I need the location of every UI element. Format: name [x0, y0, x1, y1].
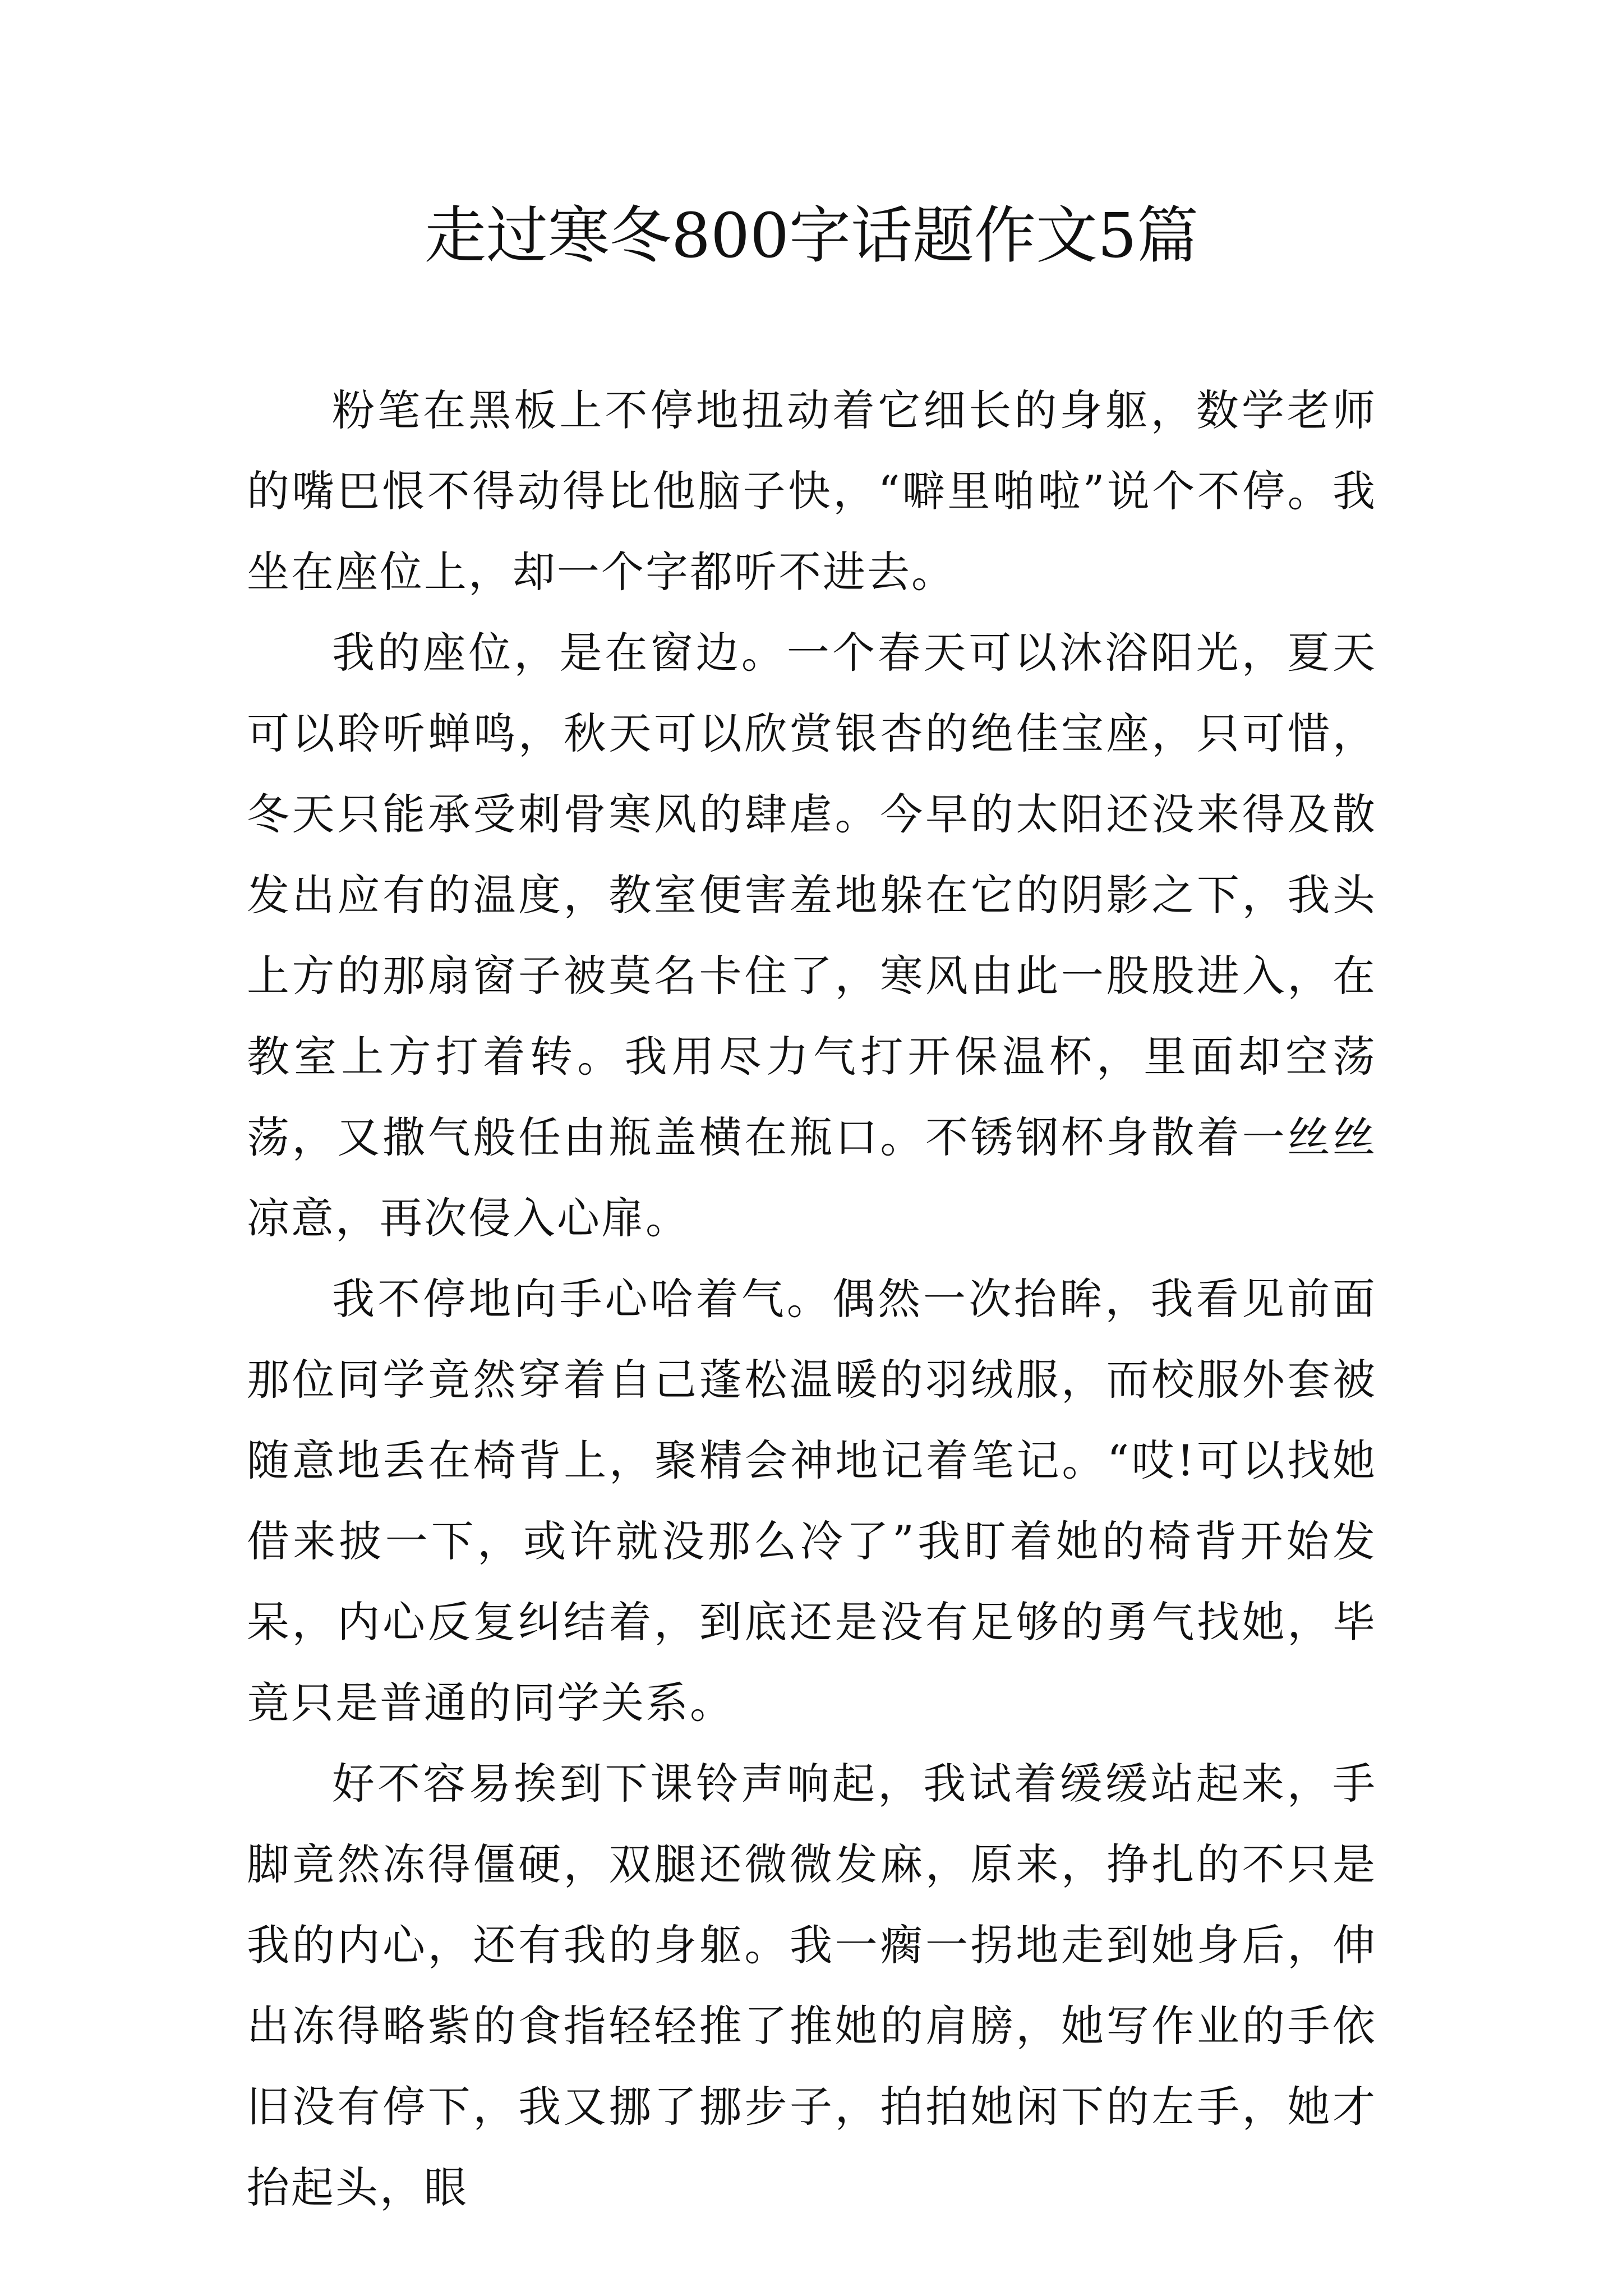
paragraph: 粉笔在黑板上不停地扭动着它细长的身躯，数学老师的嘴巴恨不得动得比他脑子快，“噼里啪啦”说个不停。我坐在座位上，却一个字都听不进去。: [247, 385, 1377, 597]
document-title: 走过寒冬800字话题作文5篇: [425, 200, 1198, 272]
paragraph: 我的座位，是在窗边。一个春天可以沐浴阳光，夏天可以聆听蝉鸣，秋天可以欣赏银杏的绝佳宝座，只可惜，冬天只能承受刺骨寒风的肆虐。今早的太阳还没来得及散发出应有的温度，教室便害羞地躲在它的阴影之下，我头上方的那扇窗子被莫名卡住了，寒风由此一股股进入，在教室上方打着转。我用尽力气打开保温杯，里面却空荡荡，又撒气般任由瓶盖横在瓶口。不锈钢杯身散着一丝丝凉意，再次侵入心扉。: [247, 628, 1377, 1243]
paragraph: 好不容易挨到下课铃声响起，我试着缓缓站起来，手脚竟然冻得僵硬，双腿还微微发麻，原来，挣扎的不只是我的内心，还有我的身躯。我一瘸一拐地走到她身后，伸出冻得略紫的食指轻轻推了推她的肩膀，她写作业的手依旧没有停下，我又挪了挪步子，拍拍她闲下的左手，她才抬起头，眼: [247, 1759, 1377, 2212]
document-body: [247, 370, 1377, 2228]
paragraph: 我不停地向手心哈着气。偶然一次抬眸，我看见前面那位同学竟然穿着自己蓬松温暖的羽绒服，而校服外套被随意地丢在椅背上，聚精会神地记着笔记。“哎!可以找她借来披一下，或许就没那么冷了”我盯着她的椅背开始发呆，内心反复纠结着，到底还是没有足够的勇气找她，毕竟只是普通的同学关系。: [247, 1274, 1377, 1728]
